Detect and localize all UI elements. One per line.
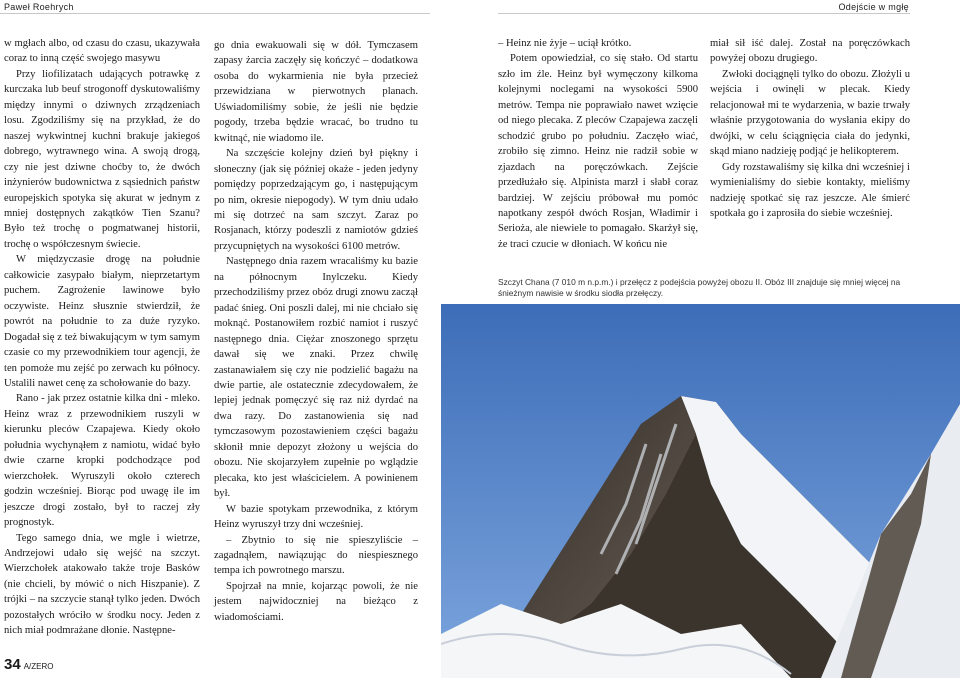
paragraph: W bazie spotykam przewodnika, z którym Heinz wyruszył trzy dni wcześniej. — [214, 503, 418, 531]
page-number: 34 — [4, 656, 21, 673]
mountain-illustration — [441, 304, 960, 678]
paragraph: Rano - jak przez ostatnie kilka dni - mleko. Heinz wraz z przewodnikiem ruszyli w kierunku pleców Czapajewa. Kiedy około południa wychynąłem z namiotu, widać było dwie czarne kropki podchodzące pod wierzchołek. Wyruszyli około czterech godzin wcześniej. Biorąc pod uwagę ile im jeszcze drogi zostało, był to raczej zły prognostyk. — [4, 393, 200, 529]
text-column-1 — [4, 36, 200, 639]
paragraph: w mgłach albo, od czasu do czasu, ukazywała coraz to inną część swojego masywu — [4, 38, 200, 65]
paragraph: W międzyczasie drogę na południe całkowicie zasypało białym, nieprzetartym puchem. Zagrożenie lawinowe było oczywiste. Heinz słusznie stwierdził, że powrót na południe to za duże ryzyko. Dogadał się z też biwakującym w tym samym czasie co my przewodnikiem tour agencji, że ten pomoże mu zejść po zerwach ku północy. Ustalili nawet cenę za schołowanie do bazy. — [4, 254, 200, 389]
header-rule-right — [498, 13, 910, 14]
paragraph: Potem opowiedział, co się stało. Od startu szło im źle. Heinz był wymęczony kilkoma kolejnymi noclegami na wysokości 5900 metrów. Tempa nie poprawiało nawet wzięcie od niego plecaka. Z pleców Czapajewa zaczęli schodzić grubo po południu. Zaczęło wiać, zrobiło się zimno. Heinz nie radził sobie w zjazdach na poręczówkach. Zejście przedłużało się. Alpinista marzł i słabł coraz bardziej. W zejściu próbował mu pomóc napotkany zespół dwóch Rosjan, Władimir i Serioża, ale niewiele to pomagało. Skarżył się, że traci czucie w dłoniach. W końcu nie — [498, 53, 698, 250]
mountain-photo — [441, 304, 960, 678]
paragraph: Tego samego dnia, we mgle i wietrze, Andrzejowi udało się wejść na szczyt. Wierzchołek atakowało także troje Basków (nie chcieli, by mówić o nich Hiszpanie). Z trójki – na szczycie stanął tylko jeden. Dwóch pozostałych wróciło w środku nocy. Jeden z nich miał podmrażane dłonie. Następne- — [4, 532, 200, 637]
text-column-3 — [498, 36, 698, 252]
paragraph: go dnia ewakuowali się w dół. Tymczasem zapasy żarcia zaczęły się kończyć – dodatkowa osoba do wykarmienia nie była przecież przewidziana w pierwotnych planach. Uświadomiliśmy sobie, że jeśli nie będzie pogody, trzeba będzie wracać, bo trudno tu kwitnąć, nie wiadomo ile. — [214, 40, 418, 144]
paragraph: Na szczęście kolejny dzień był piękny i słoneczny (jak się później okaże - jeden jedyny pomiędzy poprzedzającym go, i następującym po nim, okresie niepogody). W tym dniu udało mi się dotrzeć na sam szczyt. Zaraz po Rosjanach, którzy podeszli z namiotów gdzieś przycupniętych na wysokości 6100 metrów. — [214, 148, 418, 252]
photo-caption: Szczyt Chana (7 010 m n.p.m.) i przełęcz z podejścia powyżej obozu II. Obóz III znajduje się mniej więcej na śnieżnym nawisie w środku siodła przełęczy. — [498, 277, 901, 298]
publication-name: A/ZERO — [23, 662, 54, 671]
text-column-4 — [710, 36, 910, 221]
paragraph: Przy liofilizatach udających potrawkę z kurczaka lub beuf strogonoff dyskutowaliśmy między innymi o dziwnych zrządzeniach losu. Zgodziliśmy się na przykład, że do naszej wykwintnej kuchni brakuje jakiegoś dobrego, wytrawnego wina. A swoją drogą, czy nie jest dziwne choćby to, że dwóch inżynierów budownictwa z sąsiednich państw europejskich spotyka się akurat w jednym z mniej dostępnych zakątków Tien Szanu? Było też trochę o pogmatwanej historii, trochę o współczesnym świecie. — [4, 68, 200, 250]
paragraph: – Zbytnio to się nie spieszyliście – zagadnąłem, nawiązując do niespiesznego tempa ich powrotnego marszu. — [214, 534, 418, 577]
paragraph: – Heinz nie żyje – uciął krótko. — [498, 38, 632, 49]
paragraph: miał sił iść dalej. Został na poręczówkach powyżej obozu drugiego. — [710, 38, 910, 65]
paragraph: Zwłoki dociągnęli tylko do obozu. Złożyli u wejścia i owinęli w plecak. Kiedy relacjonował mi te wydarzenia, w bazie trwały właśnie przygotowania do wysłania ekipy do dwójki, w celu ściągnięcia ciała do jedynki, skąd miano nadzieję podjąć je helikopterem. — [710, 68, 910, 158]
paragraph: Gdy rozstawaliśmy się kilka dni wcześniej i wymienialiśmy do siebie kontakty, mieliśmy nadzieję spotkać się raz jeszcze. Ale śmierć spotkała go i zaprosiła do siebie wcześniej. — [710, 161, 910, 219]
author-header: Paweł Roehrych — [4, 2, 74, 12]
page-footer — [4, 656, 53, 674]
text-column-2 — [214, 38, 418, 625]
header-rule-left — [0, 13, 430, 14]
paragraph: Spojrzał na mnie, kojarząc powoli, że nie jestem najwidoczniej na bieżąco z wiadomościami. — [214, 580, 418, 623]
section-header: Odejście w mgłę — [838, 2, 909, 12]
paragraph: Następnego dnia razem wracaliśmy ku bazie na północnym Inylczeku. Kiedy przechodziliśmy przez obóz drugi znowu zaczął padać śnieg. Oni poszli dalej, mi nie chciało się moknąć. Postanowiłem rozbić namiot i ruszyć następnego dnia. Ciężar znoszonego sprzętu dawał się we znaki. Przez chwilę zastanawiałem się czy nie podzielić bagażu na dwie partie, ale ostatecznie zdecydowałem, że lepiej jednak pomęczyć się raz niż dyrdać na dwa razy. Do zastanowienia się nad tymczasowym pozostawieniem części bagażu skłonił mnie depozyt złożony u wejścia do obozu. Nie skojarzyłem zupełnie po wglądzie plecaka, kto jest właścicielem. A powinienem był. — [214, 256, 418, 500]
